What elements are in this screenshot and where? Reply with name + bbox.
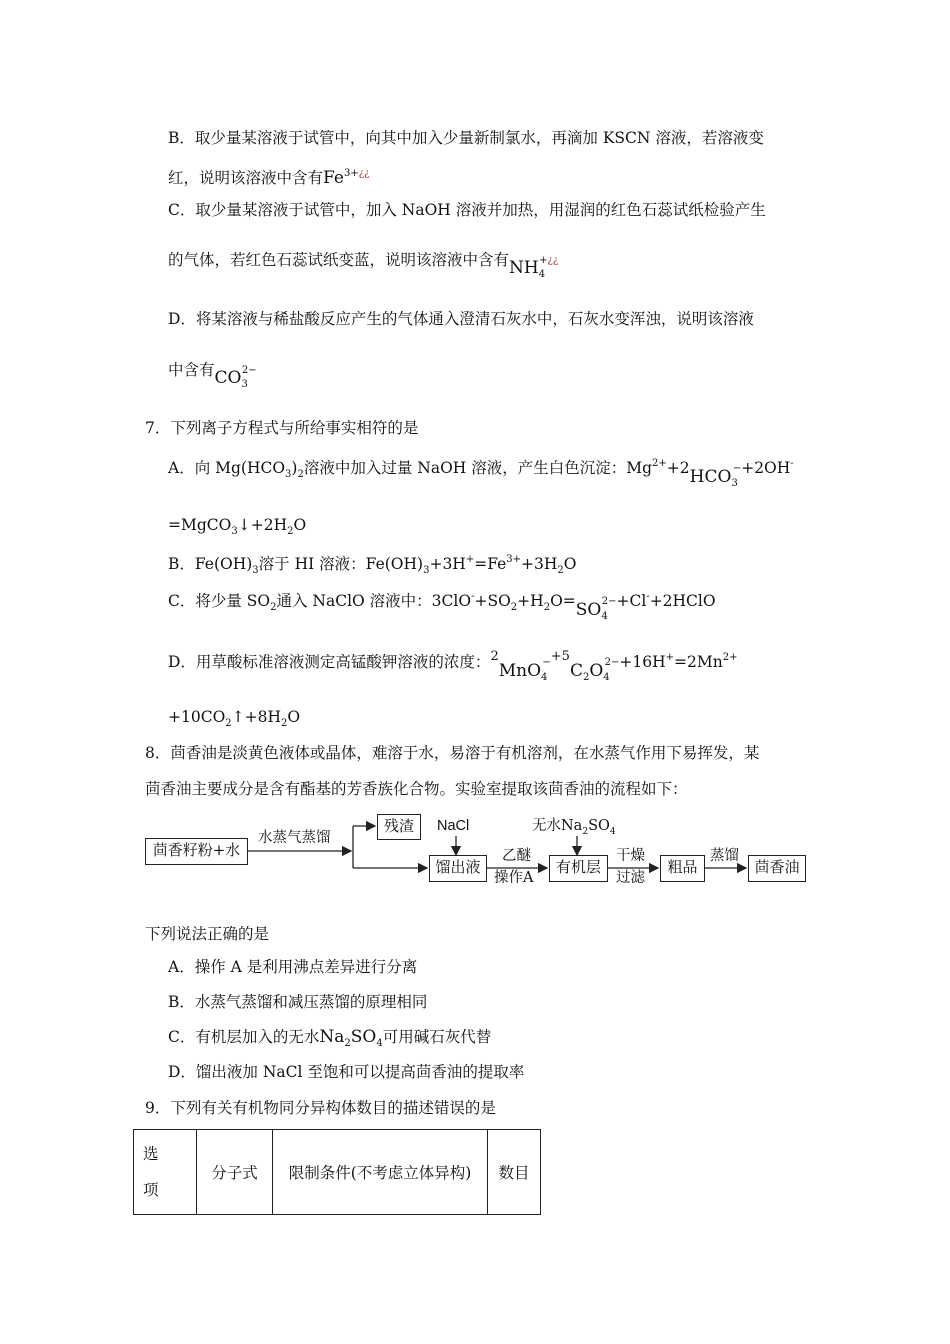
flow-label-filter: 过滤 <box>616 870 645 886</box>
q8-option-b: B．水蒸气蒸馏和减压蒸馏的原理相同 <box>168 993 428 1011</box>
q8-stem-line2: 茴香油主要成分是含有酯基的芳香族化合物。实验室提取该茴香油的流程如下： <box>145 780 688 798</box>
header-option: 选 项 <box>134 1130 197 1215</box>
flow-box-crude: 粗品 <box>660 855 705 882</box>
flow-box-start: 茴香籽粉+水 <box>145 838 248 865</box>
q8-question: 下列说法正确的是 <box>145 925 270 943</box>
q7-option-c: C．将少量 $SO_2$通入 NaClO 溶液中：$3ClO^-+SO_2+H_2O=SO_4^{2-}+Cl^-+2HClO$ <box>168 591 716 622</box>
q7-option-a-line2: $=MgCO_3↓+2H_2O$ <box>168 516 307 537</box>
q6-option-b-line1: B．取少量某溶液于试管中，向其中加入少量新制氯水，再滴加 KSCN 溶液，若溶液变 <box>168 129 764 147</box>
q6-option-b-line2: 红，说明该溶液中含有$Fe^{3+¿¿}$ <box>168 168 370 188</box>
flow-box-residue: 残渣 <box>377 814 421 840</box>
q9-table <box>133 1129 541 1215</box>
q8-option-d: D．馏出液加 NaCl 至饱和可以提高茴香油的提取率 <box>168 1063 525 1081</box>
header-count: 数目 <box>488 1130 541 1215</box>
flow-box-organic-layer: 有机层 <box>549 855 608 882</box>
flow-label-steam-distillation: 水蒸气蒸馏 <box>258 830 331 846</box>
q8-option-c: C．有机层加入的无水$Na_2SO_4$可用碱石灰代替 <box>168 1027 492 1049</box>
flow-label-distill: 蒸馏 <box>710 848 739 864</box>
header-condition: 限制条件(不考虑立体异构) <box>273 1130 488 1215</box>
flow-box-distillate: 馏出液 <box>429 855 487 882</box>
q6-option-d-line1: D．将某溶液与稀盐酸反应产生的气体通入澄清石灰水中，石灰水变浑浊，说明该溶液 <box>168 310 754 328</box>
flow-label-nacl: NaCl <box>437 818 470 834</box>
q7-option-a-line1: A．向 $Mg(HCO_3)_2$溶液中加入过量 NaOH 溶液，产生白色沉淀：$Mg^{2+}+2HCO_3^-+2OH^-$ <box>168 458 794 489</box>
q8-stem-line1: 8．茴香油是淡黄色液体或晶体，难溶于水，易溶于有机溶剂，在水蒸气作用下易挥发，某 <box>145 744 760 762</box>
flow-label-anhydrous-na2so4: 无水$Na_2SO_4$ <box>532 818 616 837</box>
q6-option-c-line1: C．取少量某溶液于试管中，加入 NaOH 溶液并加热，用湿润的红色石蕊试纸检验产生 <box>168 201 766 219</box>
q6-option-c-line2: 的气体，若红色石蕊试纸变蓝，说明该溶液中含有$NH_4^+¿¿$ <box>168 251 559 280</box>
q9-stem: 9．下列有关有机物同分异构体数目的描述错误的是 <box>145 1099 496 1117</box>
header-formula: 分子式 <box>197 1130 273 1215</box>
q6-option-d-line2: 中含有$CO_3^{2-}$ <box>168 361 257 390</box>
flow-label-dry: 干燥 <box>616 848 645 864</box>
flow-label-ether: 乙醚 <box>502 848 531 864</box>
flow-label-operation-a: 操作A <box>494 870 534 886</box>
q7-stem: 7．下列离子方程式与所给事实相符的是 <box>145 419 419 437</box>
q7-option-d-line2: $+10CO_2↑+8H_2O$ <box>168 708 301 729</box>
q7-option-d-line1: D．用草酸标准溶液测定高锰酸钾溶液的浓度：$^2MnO_4^{-+5}C_2O_4^{2-}+16H^+=2Mn^{2+}$ <box>168 649 738 683</box>
q8-option-a: A．操作 A 是利用沸点差异进行分离 <box>168 958 418 976</box>
q7-option-b: B．$Fe(OH)_3$溶于 HI 溶液：$Fe(OH)_3+3H^+=Fe^{3+}+3H_2O$ <box>168 554 577 576</box>
flow-box-product: 茴香油 <box>748 855 806 882</box>
table-header-row <box>134 1130 541 1215</box>
